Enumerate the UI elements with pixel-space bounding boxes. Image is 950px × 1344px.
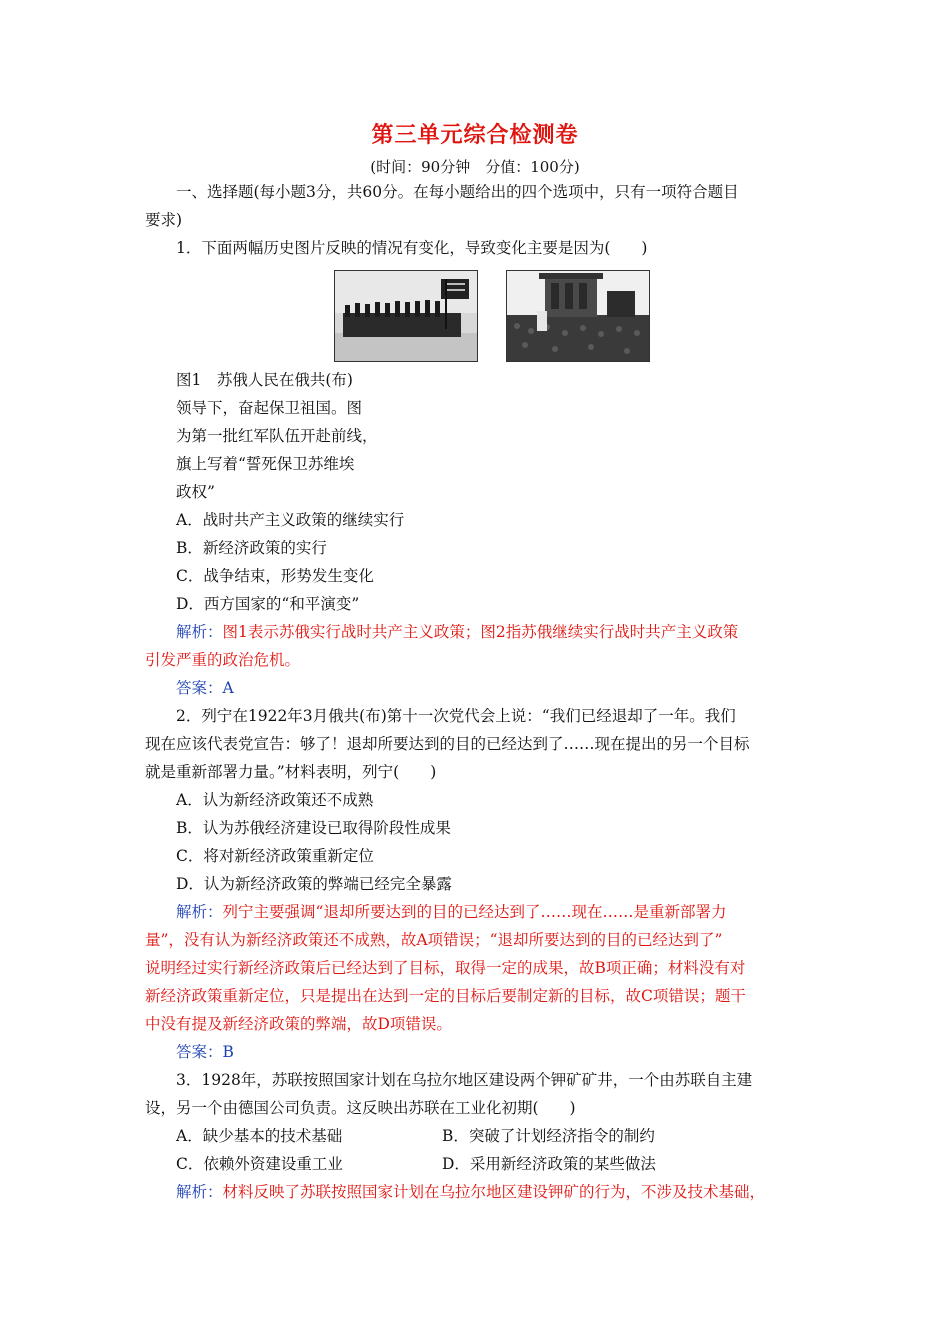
q3-option-d: D．采用新经济政策的某些做法: [442, 1155, 656, 1173]
analysis-text: 图1表示苏俄实行战时共产主义政策；图2指苏俄继续实行战时共产主义政策: [222, 623, 739, 641]
q1-option-c: C．战争结束，形势发生变化: [176, 567, 374, 585]
q1-option-b: B．新经济政策的实行: [176, 539, 327, 557]
q2-option-c: C．将对新经济政策重新定位: [176, 847, 374, 865]
section-heading-line-1: 一、选择题(每小题3分，共60分。在每小题给出的四个选项中，只有一项符合题目: [176, 183, 739, 201]
q1-option-d: D．西方国家的“和平演变”: [176, 595, 360, 613]
q1-answer: 答案：A: [176, 679, 234, 697]
q2-analysis-line-4: 新经济政策重新定位，只是提出在达到一定的目标后要制定新的目标，故C项错误；题干: [145, 987, 746, 1005]
q1-option-a: A．战时共产主义政策的继续实行: [176, 511, 405, 529]
q2-analysis-line-3: 说明经过实行新经济政策后已经达到了目标，取得一定的成果，故B项正确；材料没有对: [145, 959, 746, 977]
analysis-text: 材料反映了苏联按照国家计划在乌拉尔地区建设钾矿的行为，不涉及技术基础，: [222, 1183, 766, 1201]
red-army-photo: [334, 270, 478, 362]
q1-analysis-line-2: 引发严重的政治危机。: [145, 651, 301, 669]
q2-option-a: A．认为新经济政策还不成熟: [176, 791, 374, 809]
q2-analysis-line-5: 中没有提及新经济政策的弊端，故D项错误。: [145, 1015, 452, 1033]
section-heading-line-2: 要求): [145, 211, 183, 229]
q3-analysis-line-1: [176, 1182, 765, 1202]
page-title: 第三单元综合检测卷: [371, 122, 579, 148]
figure-caption-line-2: 领导下，奋起保卫祖国。图: [176, 399, 363, 417]
crowd-photo: [506, 270, 650, 362]
q3-option-a: A．缺少基本的技术基础: [176, 1127, 343, 1145]
q2-option-d: D．认为新经济政策的弊端已经完全暴露: [176, 875, 452, 893]
q1-analysis-line-1: [176, 622, 738, 642]
exam-info: (时间：90分钟 分值：100分): [370, 158, 580, 176]
q1-stem: 1．下面两幅历史图片反映的情况有变化，导致变化主要是因为( ): [176, 239, 648, 257]
analysis-label: 解析：: [176, 1183, 223, 1201]
q3-option-c: C．依赖外资建设重工业: [176, 1155, 343, 1173]
analysis-label: 解析：: [176, 903, 223, 921]
q2-answer: 答案：B: [176, 1043, 234, 1061]
figure-caption-line-5: 政权”: [176, 483, 215, 501]
q2-analysis-line-1: [176, 902, 726, 922]
q3-option-b: B．突破了计划经济指令的制约: [442, 1127, 655, 1145]
q3-stem-line-1: 3．1928年，苏联按照国家计划在乌拉尔地区建设两个钾矿矿井，一个由苏联自主建: [176, 1071, 753, 1089]
analysis-label: 解析：: [176, 623, 223, 641]
q3-stem-line-2: 设，另一个由德国公司负责。这反映出苏联在工业化初期( ): [145, 1099, 576, 1117]
figure-caption-line-3: 为第一批红军队伍开赴前线，: [176, 427, 378, 445]
figure-caption-line-1: 图1 苏俄人民在俄共(布): [176, 371, 353, 389]
q2-stem-line-2: 现在应该代表党宣告：够了！退却所要达到的目的已经达到了……现在提出的另一个目标: [145, 735, 750, 753]
q2-stem-line-3: 就是重新部署力量。”材料表明，列宁( ): [145, 763, 437, 781]
q2-analysis-line-2: 量”，没有认为新经济政策还不成熟，故A项错误；“退却所要达到的目的已经达到了”: [145, 931, 723, 949]
analysis-text: 列宁主要强调“退却所要达到的目的已经达到了……现在……是重新部署力: [222, 903, 727, 921]
figure-caption-line-4: 旗上写着“誓死保卫苏维埃: [176, 455, 355, 473]
q2-option-b: B．认为苏俄经济建设已取得阶段性成果: [176, 819, 451, 837]
q2-stem-line-1: 2．列宁在1922年3月俄共(布)第十一次党代会上说：“我们已经退却了一年。我们: [176, 707, 736, 725]
